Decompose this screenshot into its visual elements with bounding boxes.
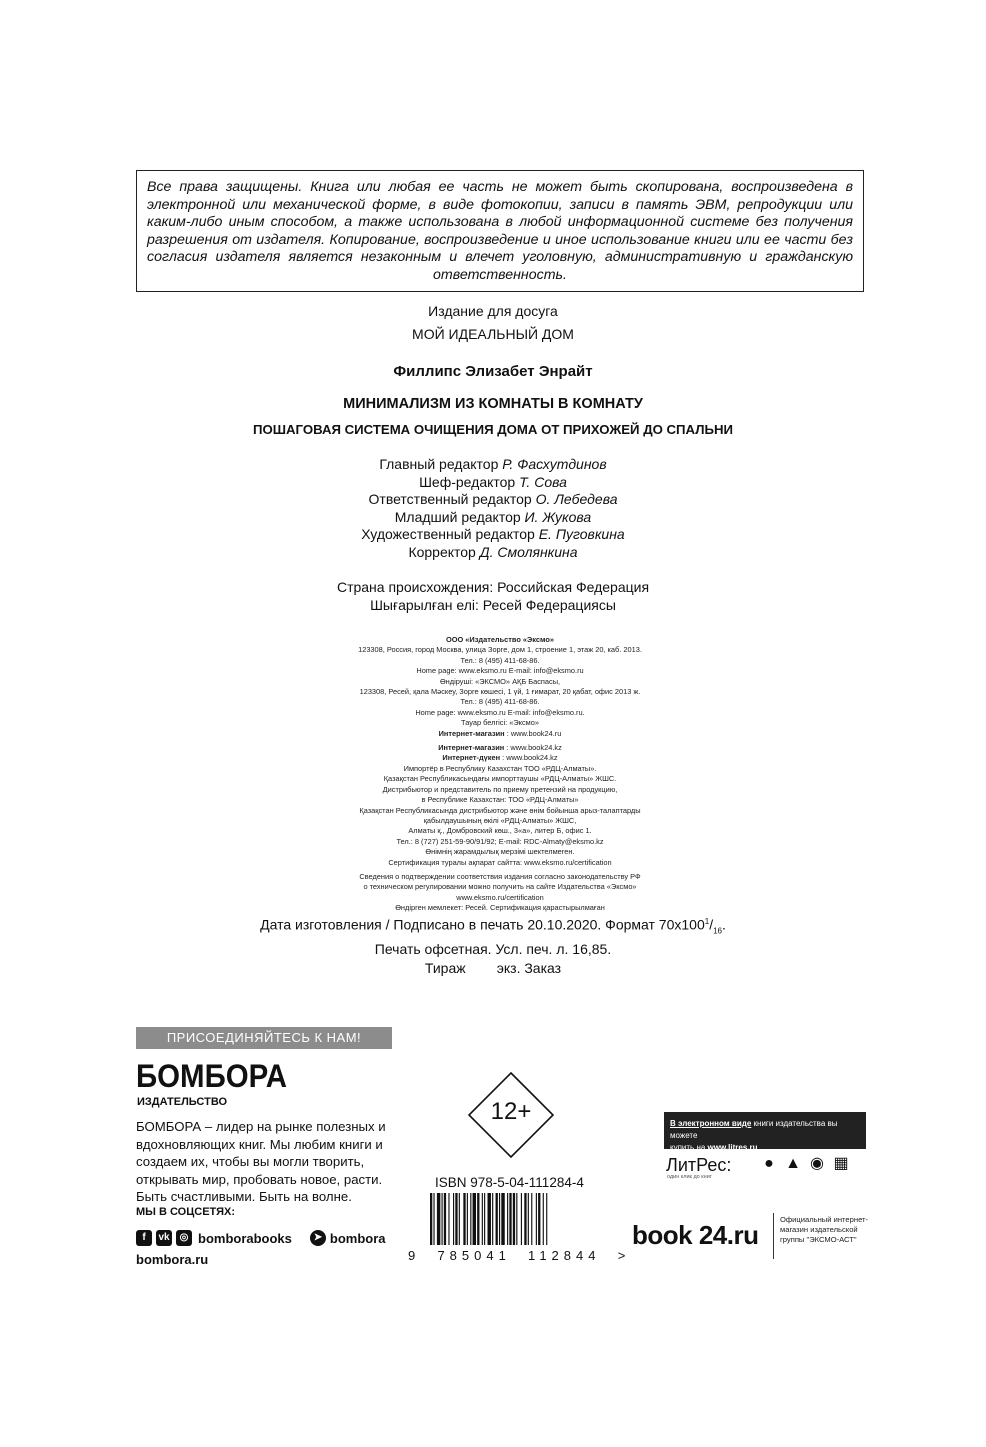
barcode-bar	[484, 1193, 485, 1245]
bombora-website-link[interactable]: bombora.ru	[136, 1252, 209, 1267]
litres-tagline: один клик до книг	[667, 1174, 712, 1180]
series-title: МОЙ ИДЕАЛЬНЫЙ ДОМ	[412, 326, 574, 342]
barcode-bar	[488, 1193, 491, 1245]
credit-line: Шеф-редактор Т. Сова	[419, 473, 567, 490]
imprint-line: в Республике Казахстан: ТОО «РДЦ-Алматы»	[421, 795, 579, 805]
barcode-bar	[433, 1193, 434, 1245]
windows-phone-icon: ◉	[810, 1155, 824, 1172]
age-rating-text: 12+	[490, 1098, 532, 1125]
imprint-line: Өндіруші: «ЭКСМО» АҚБ Баспасы,	[439, 676, 561, 686]
barcode-bar	[482, 1193, 483, 1245]
litres-banner-line2: купить на www.litres.ru	[670, 1143, 758, 1152]
imprint-line: қабылдаушының өкілі «РДЦ-Алматы» ЖШС,	[423, 815, 577, 825]
imprint-line: Тел.: 8 (727) 251-59-90/91/92; E-mail: RDC-Almaty@eksmo.kz	[396, 836, 604, 846]
imprint-block	[300, 635, 700, 914]
social-heading: МЫ В СОЦСЕТЯХ:	[136, 1206, 236, 1218]
imprint-line: Тауар белгісі: «Эксмо»	[461, 718, 539, 728]
barcode-digits: 9 785041 112844 >	[408, 1248, 631, 1263]
imprint-publisher: ООО «Издательство «Эксмо»	[446, 635, 554, 644]
barcode-bar	[477, 1193, 479, 1245]
barcode-bar	[546, 1193, 547, 1245]
imprint-shop-line: Интернет-магазин : www.book24.ru	[438, 728, 562, 738]
imprint-line: о техническом регулировании можно получить на сайте Издательства «Эксмо»	[363, 882, 637, 892]
barcode-bar	[538, 1193, 540, 1245]
social-handle-bomborabooks[interactable]: bomborabooks	[198, 1230, 292, 1246]
facebook-icon[interactable]: f	[136, 1230, 152, 1246]
book-title: МИНИМАЛИЗМ ИЗ КОМНАТЫ В КОМНАТУ	[343, 396, 643, 412]
imprint-line: Импортёр в Республику Казахстан ТОО «РДЦ-Алматы».	[403, 763, 597, 773]
barcode-bar	[509, 1193, 511, 1245]
imprint-line: 123308, Ресей, қала Мәскеу, Зорге көшесі, 1 үй, 1 ғимарат, 20 қабат, офис 2013 ж.	[359, 687, 641, 697]
print-info-line2: Печать офсетная. Усл. печ. л. 16,85.	[374, 941, 612, 958]
barcode-bar	[467, 1193, 468, 1245]
imprint-line: Алматы қ., Домбровский көш., 3«а», литер Б, офис 1.	[408, 826, 592, 836]
barcode-bar	[543, 1193, 544, 1245]
litres-banner	[664, 1112, 866, 1152]
imprint-line: Home page: www.eksmo.ru E-mail: info@eksmo.ru.	[415, 707, 585, 717]
barcode-bar	[459, 1193, 460, 1245]
origin-country-kz: Шығарылған елі: Ресей Федерациясы	[370, 597, 616, 613]
android-icon: ▲	[785, 1155, 801, 1172]
edition-type: Издание для досуга	[428, 303, 558, 319]
barcode-bar	[448, 1193, 449, 1245]
book24-description: Официальный интернет-магазин издательской группы "ЭКСМО-АСТ"	[780, 1215, 869, 1244]
imprint-shop-line: Интернет-дүкен : www.book24.kz	[442, 753, 558, 763]
credit-line: Главный редактор Р. Фасхутдинов	[379, 456, 607, 472]
credit-line: Младший редактор И. Жукова	[394, 508, 592, 525]
social-handle-bombora[interactable]: bombora	[329, 1230, 386, 1246]
social-links	[136, 1228, 386, 1248]
apple-icon: ●	[764, 1155, 774, 1172]
join-us-banner: ПРИСОЕДИНЯЙТЕСЬ К НАМ!	[136, 1027, 392, 1049]
imprint-line: Сведения о подтверждении соответствия издания согласно законодательству РФ	[359, 871, 641, 881]
barcode-bar	[513, 1193, 515, 1245]
barcode-bar	[524, 1193, 526, 1245]
book24-logo[interactable]: book 24.ru	[632, 1220, 759, 1250]
imprint-shop-line: Интернет-магазин : www.book24.kz	[438, 743, 562, 753]
print-info-line1: Дата изготовления / Подписано в печать 20.10.2020. Формат $70x100^1/_{16}$.	[260, 916, 726, 936]
barcode-bar	[492, 1193, 493, 1245]
book-subtitle: ПОШАГОВАЯ СИСТЕМА ОЧИЩЕНИЯ ДОМА ОТ ПРИХОЖЕЙ ДО СПАЛЬНИ	[253, 422, 733, 437]
imprint-line: Тел.: 8 (495) 411-68-86.	[460, 697, 540, 707]
imprint-line: 123308, Россия, город Москва, улица Зорге, дом 1, строение 1, этаж 20, каб. 2013.	[358, 645, 642, 655]
rights-notice-box	[136, 170, 864, 292]
bombora-description: БОМБОРА – лидер на рынке полезных и вдохновляющих книг. Мы любим книги и создаем их, чтобы вы могли творить, открывать мир, пробовать новое, расти. Быть счастливыми. Быть на волне.	[136, 1119, 386, 1205]
imprint-line: Өндірген мемлекет: Ресей. Сертификация қарастырылмаған	[395, 903, 605, 913]
barcode-bar	[507, 1193, 508, 1245]
telegram-icon[interactable]: ➤	[310, 1230, 326, 1246]
print-info	[0, 912, 986, 978]
barcode-bar	[496, 1193, 498, 1245]
imprint-line: www.eksmo.ru/certification	[456, 892, 544, 902]
print-info-line3: Тираж экз. Заказ	[424, 960, 562, 977]
bombora-logo: БОМБОРА	[136, 1058, 287, 1094]
barcode-bar	[528, 1193, 529, 1245]
barcode-bar	[442, 1193, 443, 1245]
vk-icon[interactable]: vk	[156, 1230, 172, 1246]
imprint-line: Тел.: 8 (495) 411-68-86.	[460, 655, 540, 665]
litres-banner-line1: В электронном виде книги издательства вы можете	[670, 1119, 838, 1140]
book-author: Филлипс Элизабет Энрайт	[393, 363, 593, 380]
imprint-line: Home page: www.eksmo.ru E-mail: info@eksmo.ru	[416, 666, 584, 676]
isbn-number: ISBN 978-5-04-111284-4	[435, 1175, 584, 1190]
imprint-line: Сертификация туралы ақпарат сайтта: www.eksmo.ru/certification	[388, 857, 612, 867]
imprint-line: Дистрибьютор и представитель по приему претензий на продукцию,	[382, 784, 618, 794]
barcode-bar	[473, 1193, 476, 1245]
instagram-icon[interactable]: ◎	[176, 1230, 192, 1246]
windows-icon: ▦	[833, 1155, 849, 1172]
credit-line: Ответственный редактор О. Лебедева	[368, 491, 618, 507]
barcode-bar	[499, 1193, 500, 1245]
barcode-bar	[453, 1193, 454, 1245]
origin-country-ru: Страна происхождения: Российская Федерация	[336, 579, 650, 595]
imprint-line: Қазақстан Республикасында дистрибьютор және өнім бойынша арыз-талаптарды	[359, 805, 641, 815]
barcode-bar	[463, 1193, 465, 1245]
barcode-bar	[470, 1193, 471, 1245]
barcode-bar	[444, 1193, 446, 1245]
barcode-bar	[437, 1193, 440, 1245]
imprint-line: Қазақстан Республикасындағы импорттаушы «РДЦ-Алматы» ЖШС.	[383, 774, 617, 784]
barcode-bar	[455, 1193, 457, 1245]
barcode-bar	[516, 1193, 517, 1245]
credit-line: Художественный редактор Е. Пуговкина	[361, 526, 625, 542]
barcode-image	[428, 1193, 596, 1245]
barcode-bar	[430, 1193, 432, 1245]
barcode-bar	[536, 1193, 537, 1245]
credit-line: Корректор Д. Смолянкина	[408, 543, 578, 560]
book24-divider	[773, 1213, 774, 1259]
credits-list	[0, 456, 986, 561]
barcode-bar	[521, 1193, 522, 1245]
bombora-logo-subtitle: ИЗДАТЕЛЬСТВО	[137, 1096, 228, 1108]
litres-logo[interactable]: ЛитРес:	[666, 1155, 732, 1175]
platform-icons	[760, 1155, 850, 1173]
barcode-bar	[531, 1193, 532, 1245]
rights-notice-text: Все права защищены. Книга или любая ее часть не может быть скопирована, воспроизведена в электронной или механической форме, в виде фотокопии, записи в память ЭВМ, репродукции или каким-либо иным способом, а также использована в любой информационной системе без получения разрешения от издателя. Копирование, воспроизведение и иное использование книги или ее части без согласия издателя является незаконным и влечет уголовную, административную и гражданскую ответственность.	[147, 179, 853, 283]
barcode-bar	[501, 1193, 504, 1245]
imprint-line: Өнімнің жарамдылық мерзімі шектелмеген.	[425, 847, 575, 857]
